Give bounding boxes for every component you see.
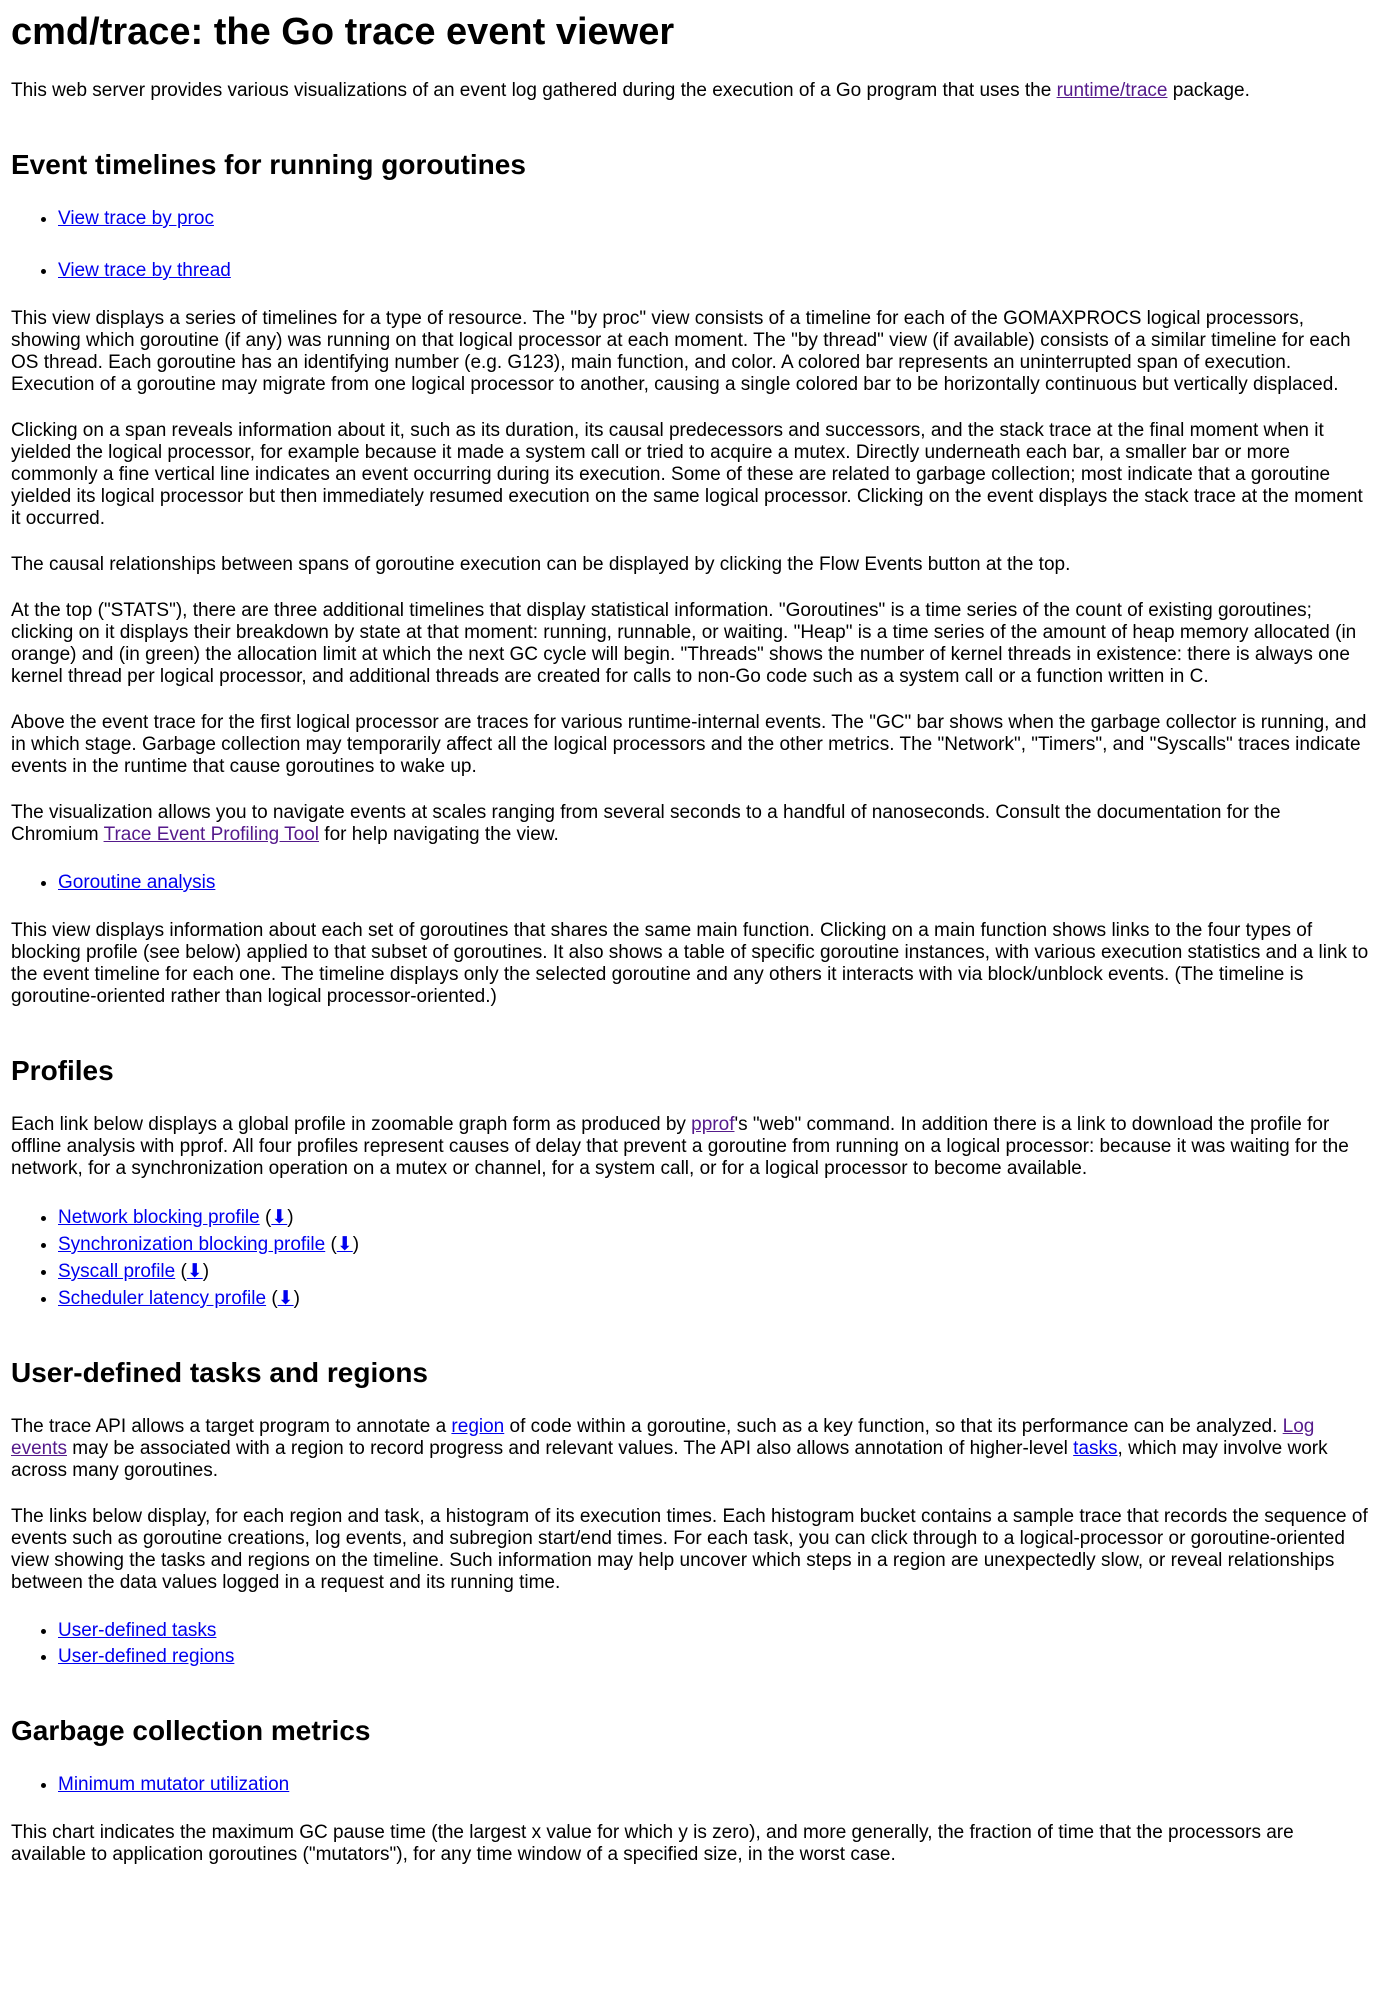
section-heading-gc-metrics: Garbage collection metrics	[11, 1715, 371, 1746]
text-run: Each link below displays a global profile in zoomable graph form as produced by	[11, 1114, 692, 1135]
text-run: of code within a goroutine, such as a key function, so that its performance can be analyzed.	[504, 1416, 1283, 1437]
download-icon[interactable]: ⬇	[336, 1233, 353, 1255]
list-item	[58, 1774, 1371, 1796]
close-paren: )	[202, 1261, 210, 1282]
list-item	[58, 1260, 1371, 1283]
view-trace-by-thread-link[interactable]: View trace by thread	[58, 260, 231, 281]
goroutine-analysis-list	[11, 872, 1371, 894]
text-run: package.	[1167, 80, 1250, 101]
open-paren: (	[266, 1288, 278, 1309]
histogram-paragraph: The links below display, for each region and task, a histogram of its execution times. Each histogram bucket contains a sample trace that records the sequence of events such as goroutine creations, log events, and subregion start/end times. For each task, you can click through to a logical-processor or goroutine-oriented view showing the tasks and regions on the timeline. Such information may help uncover which steps in a region are unexpectedly slow, or reveal relationships between the data values logged in a request and its running time.	[11, 1506, 1368, 1593]
text-run: The trace API allows a target program to annotate a	[11, 1416, 452, 1437]
gc-chart-paragraph: This chart indicates the maximum GC pause time (the largest x value for which y is zero), and more generally, the fraction of time that the processors are available to application goroutines ("mutators"), for any time window of a specified size, in the worst case.	[11, 1822, 1294, 1865]
synchronization-blocking-profile-link[interactable]: Synchronization blocking profile	[58, 1234, 326, 1255]
list-item	[58, 1646, 1371, 1668]
open-paren: (	[325, 1234, 337, 1255]
download-icon[interactable]: ⬇	[277, 1287, 294, 1309]
close-paren: )	[352, 1234, 360, 1255]
stats-paragraph: At the top ("STATS"), there are three additional timelines that display statistical information. "Goroutines" is a time series of the count of existing goroutines; clicking on it displays their breakdown by state at that moment: running, runnable, or waiting. "Heap" is a time series of the amount of heap memory allocated (in orange) and (in green) the allocation limit at which the next GC cycle will begin. "Threads" shows the number of kernel threads in existence: there is always one kernel thread per logical processor, and additional threads are created for calls to non-Go code such as a system call or a function written in C.	[11, 600, 1357, 687]
list-item	[58, 872, 1371, 894]
text-run: The visualization allows you to navigate events at scales ranging from several seconds to a handful of nanoseconds. Consult the documentation for the Chromium	[11, 802, 1281, 845]
goroutine-analysis-link[interactable]: Goroutine analysis	[58, 872, 216, 893]
network-blocking-profile-link[interactable]: Network blocking profile	[58, 1207, 260, 1228]
list-item	[58, 208, 1371, 230]
text-run: for help navigating the view.	[319, 824, 559, 845]
pprof-link[interactable]: pprof	[691, 1114, 735, 1135]
list-item	[58, 260, 1371, 282]
scheduler-latency-profile-link[interactable]: Scheduler latency profile	[58, 1288, 267, 1309]
syscall-profile-link[interactable]: Syscall profile	[58, 1261, 176, 1282]
gc-metrics-list	[11, 1774, 1371, 1796]
runtime-events-paragraph: Above the event trace for the first logical processor are traces for various runtime-internal events. The "GC" bar shows when the garbage collector is running, and in which stage. Garbage collection may temporarily affect all the logical processors and the other metrics. The "Network", "Timers", and "Syscalls" traces indicate events in the runtime that cause goroutines to wake up.	[11, 712, 1367, 777]
list-item	[58, 1287, 1371, 1310]
intro-paragraph	[11, 80, 1371, 102]
causal-relationships-paragraph: The causal relationships between spans of goroutine execution can be displayed by clicking the Flow Events button at the top.	[11, 554, 1071, 575]
region-link[interactable]: region	[451, 1416, 505, 1437]
page-title: cmd/trace: the Go trace event viewer	[11, 11, 675, 53]
user-defined-list	[11, 1620, 1371, 1668]
profiles-list	[11, 1206, 1371, 1310]
trace-view-list	[11, 208, 1371, 282]
user-defined-tasks-link[interactable]: User-defined tasks	[58, 1620, 217, 1641]
span-click-paragraph: Clicking on a span reveals information about it, such as its duration, its causal predecessors and successors, and the stack trace at the final moment when it yielded the logical processor, for example because it made a system call or tried to acquire a mutex. Directly underneath each bar, a smaller bar or more commonly a fine vertical line indicates an event occurring during its execution. Some of these are related to garbage collection; most indicate that a goroutine yielded its logical processor but then immediately resumed execution on the same logical processor. Clicking on the event displays the stack trace at the moment it occurred.	[11, 420, 1363, 529]
list-item	[58, 1206, 1371, 1229]
open-paren: (	[259, 1207, 272, 1228]
runtime-trace-link[interactable]: runtime/trace	[1056, 80, 1168, 101]
section-heading-user-defined: User-defined tasks and regions	[11, 1357, 429, 1388]
text-run: 's "web" command. In addition there is a link to download the profile for offline analysis with pprof. All four profiles represent causes of delay that prevent a goroutine from running on a logical processor: because it was waiting for the network, for a synchronization operation on a mutex or channel, for a system call, or for a logical processor to become available.	[11, 1114, 1349, 1179]
download-icon[interactable]: ⬇	[271, 1206, 288, 1228]
profiles-paragraph	[11, 1114, 1371, 1180]
text-run: , which may involve work across many goroutines.	[11, 1438, 1328, 1481]
download-icon[interactable]: ⬇	[186, 1260, 203, 1282]
view-description-paragraph: This view displays a series of timelines for a type of resource. The "by proc" view consists of a timeline for each of the GOMAXPROCS logical processors, showing which goroutine (if any) was running on that logical processor at each moment. The "by thread" view (if available) consists of a similar timeline for each OS thread. Each goroutine has an identifying number (e.g. G123), main function, and color. A colored bar represents an uninterrupted span of execution. Execution of a goroutine may migrate from one logical processor to another, causing a single colored bar to be horizontally continuous but vertically displaced.	[11, 308, 1351, 395]
minimum-mutator-utilization-link[interactable]: Minimum mutator utilization	[58, 1774, 290, 1795]
log-events-link[interactable]: Log events	[11, 1416, 1315, 1459]
open-paren: (	[175, 1261, 187, 1282]
section-heading-profiles: Profiles	[11, 1055, 114, 1086]
list-item	[58, 1620, 1371, 1642]
section-heading-event-timelines: Event timelines for running goroutines	[11, 149, 526, 180]
navigation-paragraph	[11, 802, 1371, 846]
trace-event-profiling-tool-link[interactable]: Trace Event Profiling Tool	[103, 824, 320, 845]
close-paren: )	[287, 1207, 294, 1228]
view-trace-by-proc-link[interactable]: View trace by proc	[58, 208, 214, 229]
user-defined-regions-link[interactable]: User-defined regions	[58, 1646, 235, 1667]
goroutine-analysis-paragraph: This view displays information about each set of goroutines that shares the same main function. Clicking on a main function shows links to the four types of blocking profile (see below) applied to that subset of goroutines. It also shows a table of specific goroutine instances, with various execution statistics and a link to the event timeline for each one. The timeline displays only the selected goroutine and any others it interacts with via block/unblock events. (The timeline is goroutine-oriented rather than logical processor-oriented.)	[11, 920, 1369, 1007]
text-run: may be associated with a region to record progress and relevant values. The API also allows annotation of higher-level	[66, 1438, 1074, 1459]
list-item	[58, 1233, 1371, 1256]
tasks-link[interactable]: tasks	[1073, 1438, 1118, 1459]
text-run: This web server provides various visualizations of an event log gathered during the execution of a Go program that uses the	[11, 80, 1057, 101]
close-paren: )	[293, 1288, 300, 1309]
trace-api-paragraph	[11, 1416, 1371, 1482]
